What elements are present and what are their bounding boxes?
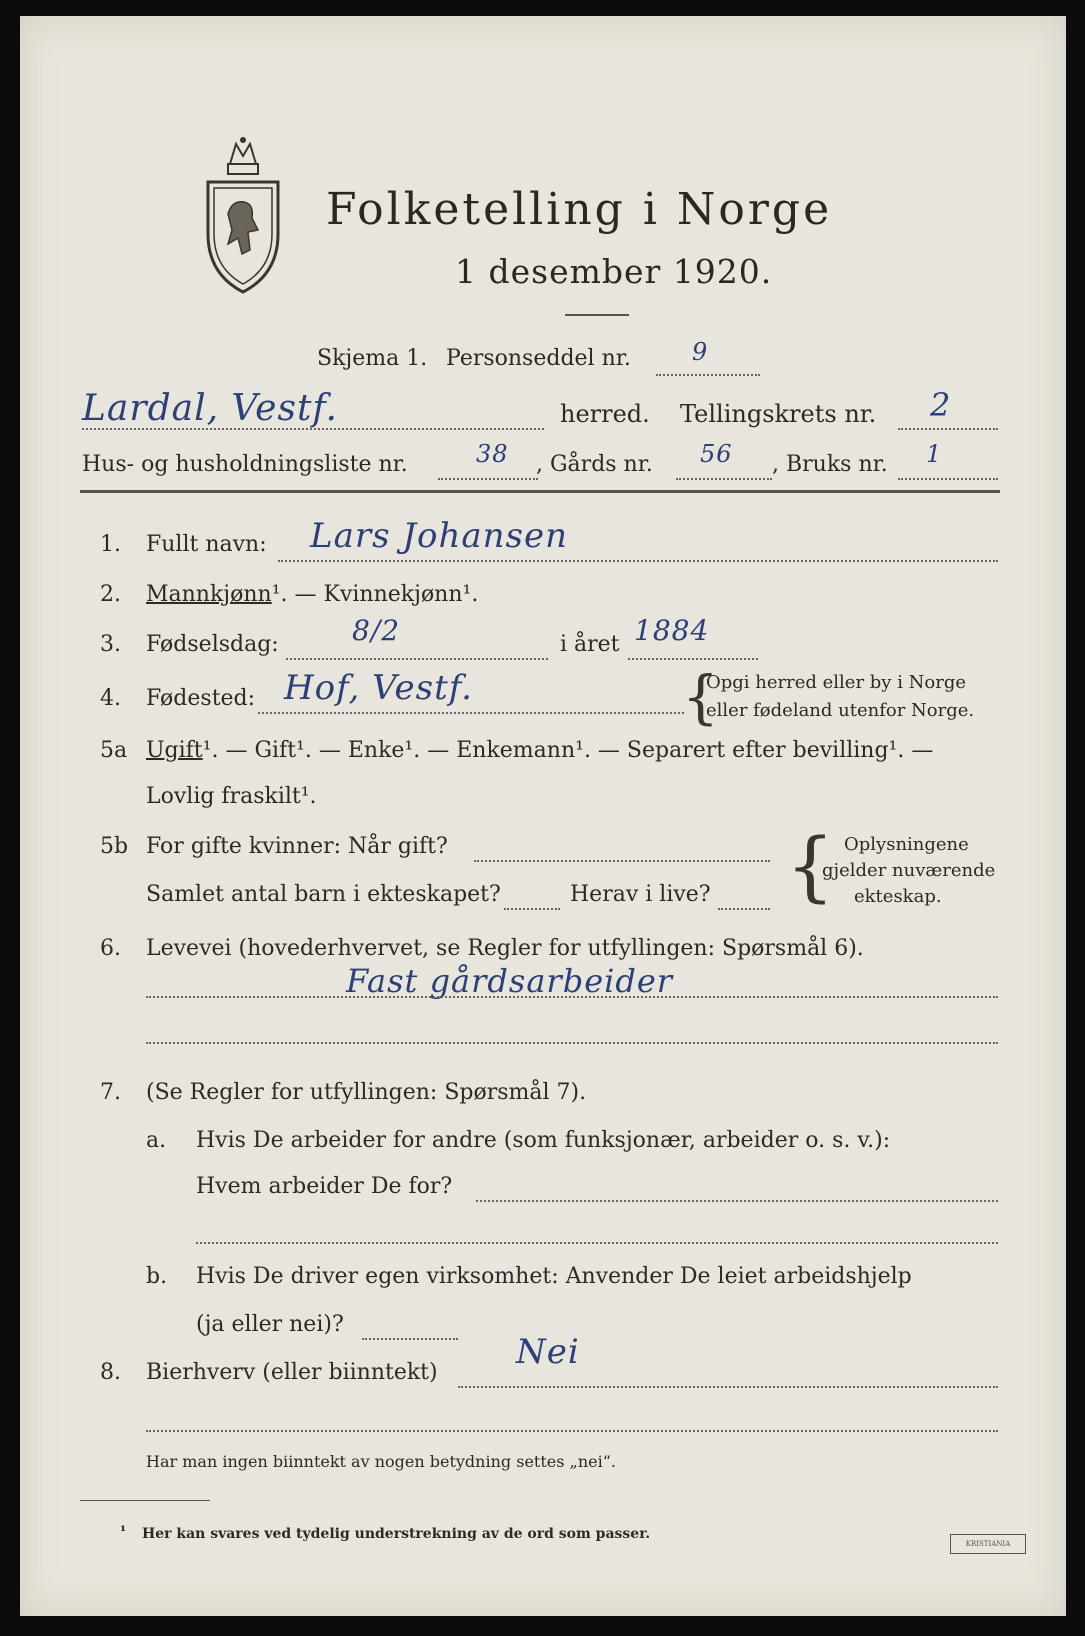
bruks-dots <box>898 478 998 480</box>
gards-value: 56 <box>700 440 733 468</box>
q5b-note-line1: Oplysningene <box>844 834 969 855</box>
q8-value: Nei <box>516 1332 580 1372</box>
q5b-children-dots <box>504 908 560 910</box>
form-title: Folketelling i Norge <box>326 184 833 235</box>
q6-dots-2 <box>146 1042 998 1044</box>
q7a-label-line2: Hvem arbeider De for? <box>196 1174 453 1199</box>
q4-note-line2: eller fødeland utenfor Norge. <box>706 700 975 721</box>
census-form-page <box>20 16 1066 1616</box>
q7b-label-line1: Hvis De driver egen virksomhet: Anvender De leiet arbeidshjelp <box>196 1264 912 1289</box>
footnote-mark: ¹ <box>120 1524 127 1540</box>
q2-male-option: Mannkjønn <box>146 582 272 607</box>
q7-label: (Se Regler for utfyllingen: Spørsmål 7). <box>146 1080 587 1105</box>
gards-dots <box>676 478 772 480</box>
tellingskrets-dots <box>898 428 998 430</box>
q5a-ugift-option: Ugift <box>146 738 203 763</box>
herred-label: herred. <box>560 400 650 428</box>
q5b-label-children: Samlet antal barn i ekteskapet? <box>146 882 501 907</box>
q7a-dots-1 <box>476 1200 998 1202</box>
footnote-text: Her kan svares ved tydelig understrekning av de ord som passer. <box>142 1526 651 1542</box>
q5b-label-alive: Herav i live? <box>570 882 711 907</box>
title-divider <box>565 314 629 316</box>
q6-label: Levevei (hovederhvervet, se Regler for utfyllingen: Spørsmål 6). <box>146 936 864 961</box>
q5a-line2: Lovlig fraskilt¹. <box>146 784 317 809</box>
q2-number: 2. <box>100 582 121 607</box>
schema-label: Skjema 1. <box>317 346 428 371</box>
q3-year-dots <box>628 658 758 660</box>
q5a-other-options: ¹. — Gift¹. — Enke¹. — Enkemann¹. — Separert efter bevilling¹. — <box>202 738 934 763</box>
q3-year-label: i året <box>560 632 620 657</box>
q4-dots <box>258 712 684 714</box>
personseddel-label: Personseddel nr. <box>446 346 631 371</box>
husliste-label: Hus- og husholdningsliste nr. <box>82 452 408 477</box>
tellingskrets-label: Tellingskrets nr. <box>680 400 877 428</box>
q5b-married-dots <box>474 860 770 862</box>
header-rule <box>80 490 1000 493</box>
husliste-value: 38 <box>476 440 509 468</box>
q4-note-line1: Opgi herred eller by i Norge <box>706 672 967 693</box>
tellingskrets-value: 2 <box>930 386 952 424</box>
bruks-label: , Bruks nr. <box>772 452 888 477</box>
personseddel-dots <box>656 374 760 376</box>
q5b-number: 5b <box>100 834 129 859</box>
q3-label: Fødselsdag: <box>146 632 279 657</box>
footnote-rule <box>80 1500 210 1501</box>
form-date: 1 desember 1920. <box>455 252 773 291</box>
bruks-value: 1 <box>926 440 943 468</box>
q7b-label-line2: (ja eller nei)? <box>196 1312 344 1337</box>
q8-dots-2 <box>146 1430 998 1432</box>
q7b-dots <box>362 1338 458 1340</box>
q4-number: 4. <box>100 686 121 711</box>
herred-value: Lardal, Vestf. <box>82 388 338 429</box>
q5b-note-line2: gjelder nuværende <box>822 860 996 881</box>
q1-number: 1. <box>100 532 121 557</box>
q6-number: 6. <box>100 936 121 961</box>
q1-value: Lars Johansen <box>310 516 568 556</box>
printer-stamp: KRISTIANIA <box>950 1534 1026 1554</box>
q1-label: Fullt navn: <box>146 532 267 557</box>
q5b-label-married: For gifte kvinner: Når gift? <box>146 834 448 859</box>
q3-year-value: 1884 <box>634 614 710 647</box>
q2-options <box>146 582 478 607</box>
q7a-label-line1: Hvis De arbeider for andre (som funksjonær, arbeider o. s. v.): <box>196 1128 891 1153</box>
q8-number: 8. <box>100 1360 121 1385</box>
footer-note: Har man ingen biinntekt av nogen betydning settes „nei“. <box>146 1452 616 1471</box>
q1-dots <box>278 560 998 562</box>
q6-value: Fast gårdsarbeider <box>346 962 674 1000</box>
q8-dots-1 <box>458 1386 998 1388</box>
herred-dots <box>82 428 544 430</box>
q4-value: Hof, Vestf. <box>284 668 473 708</box>
q8-label: Bierhverv (eller biinntekt) <box>146 1360 438 1385</box>
personseddel-value: 9 <box>692 338 709 366</box>
q5b-alive-dots <box>718 908 770 910</box>
q5b-note-line3: ekteskap. <box>854 886 942 907</box>
q5a-number: 5a <box>100 738 128 763</box>
q7-number: 7. <box>100 1080 121 1105</box>
q3-value: 8/2 <box>352 614 401 647</box>
q6-dots-1 <box>146 996 998 998</box>
q3-dots <box>286 658 548 660</box>
husliste-dots <box>438 478 538 480</box>
q7a-number: a. <box>146 1128 167 1153</box>
q7a-dots-2 <box>196 1242 998 1244</box>
q4-brace: { <box>682 663 719 731</box>
q7b-number: b. <box>146 1264 168 1289</box>
q5a-options <box>146 738 933 763</box>
q4-label: Fødested: <box>146 686 256 711</box>
q3-number: 3. <box>100 632 121 657</box>
gards-label: , Gårds nr. <box>536 452 653 477</box>
q2-female-option: Kvinnekjønn¹. <box>323 582 479 607</box>
coat-of-arms-icon <box>202 134 284 304</box>
q2-separator: ¹. — <box>271 582 324 607</box>
q5b-brace: { <box>786 821 835 910</box>
